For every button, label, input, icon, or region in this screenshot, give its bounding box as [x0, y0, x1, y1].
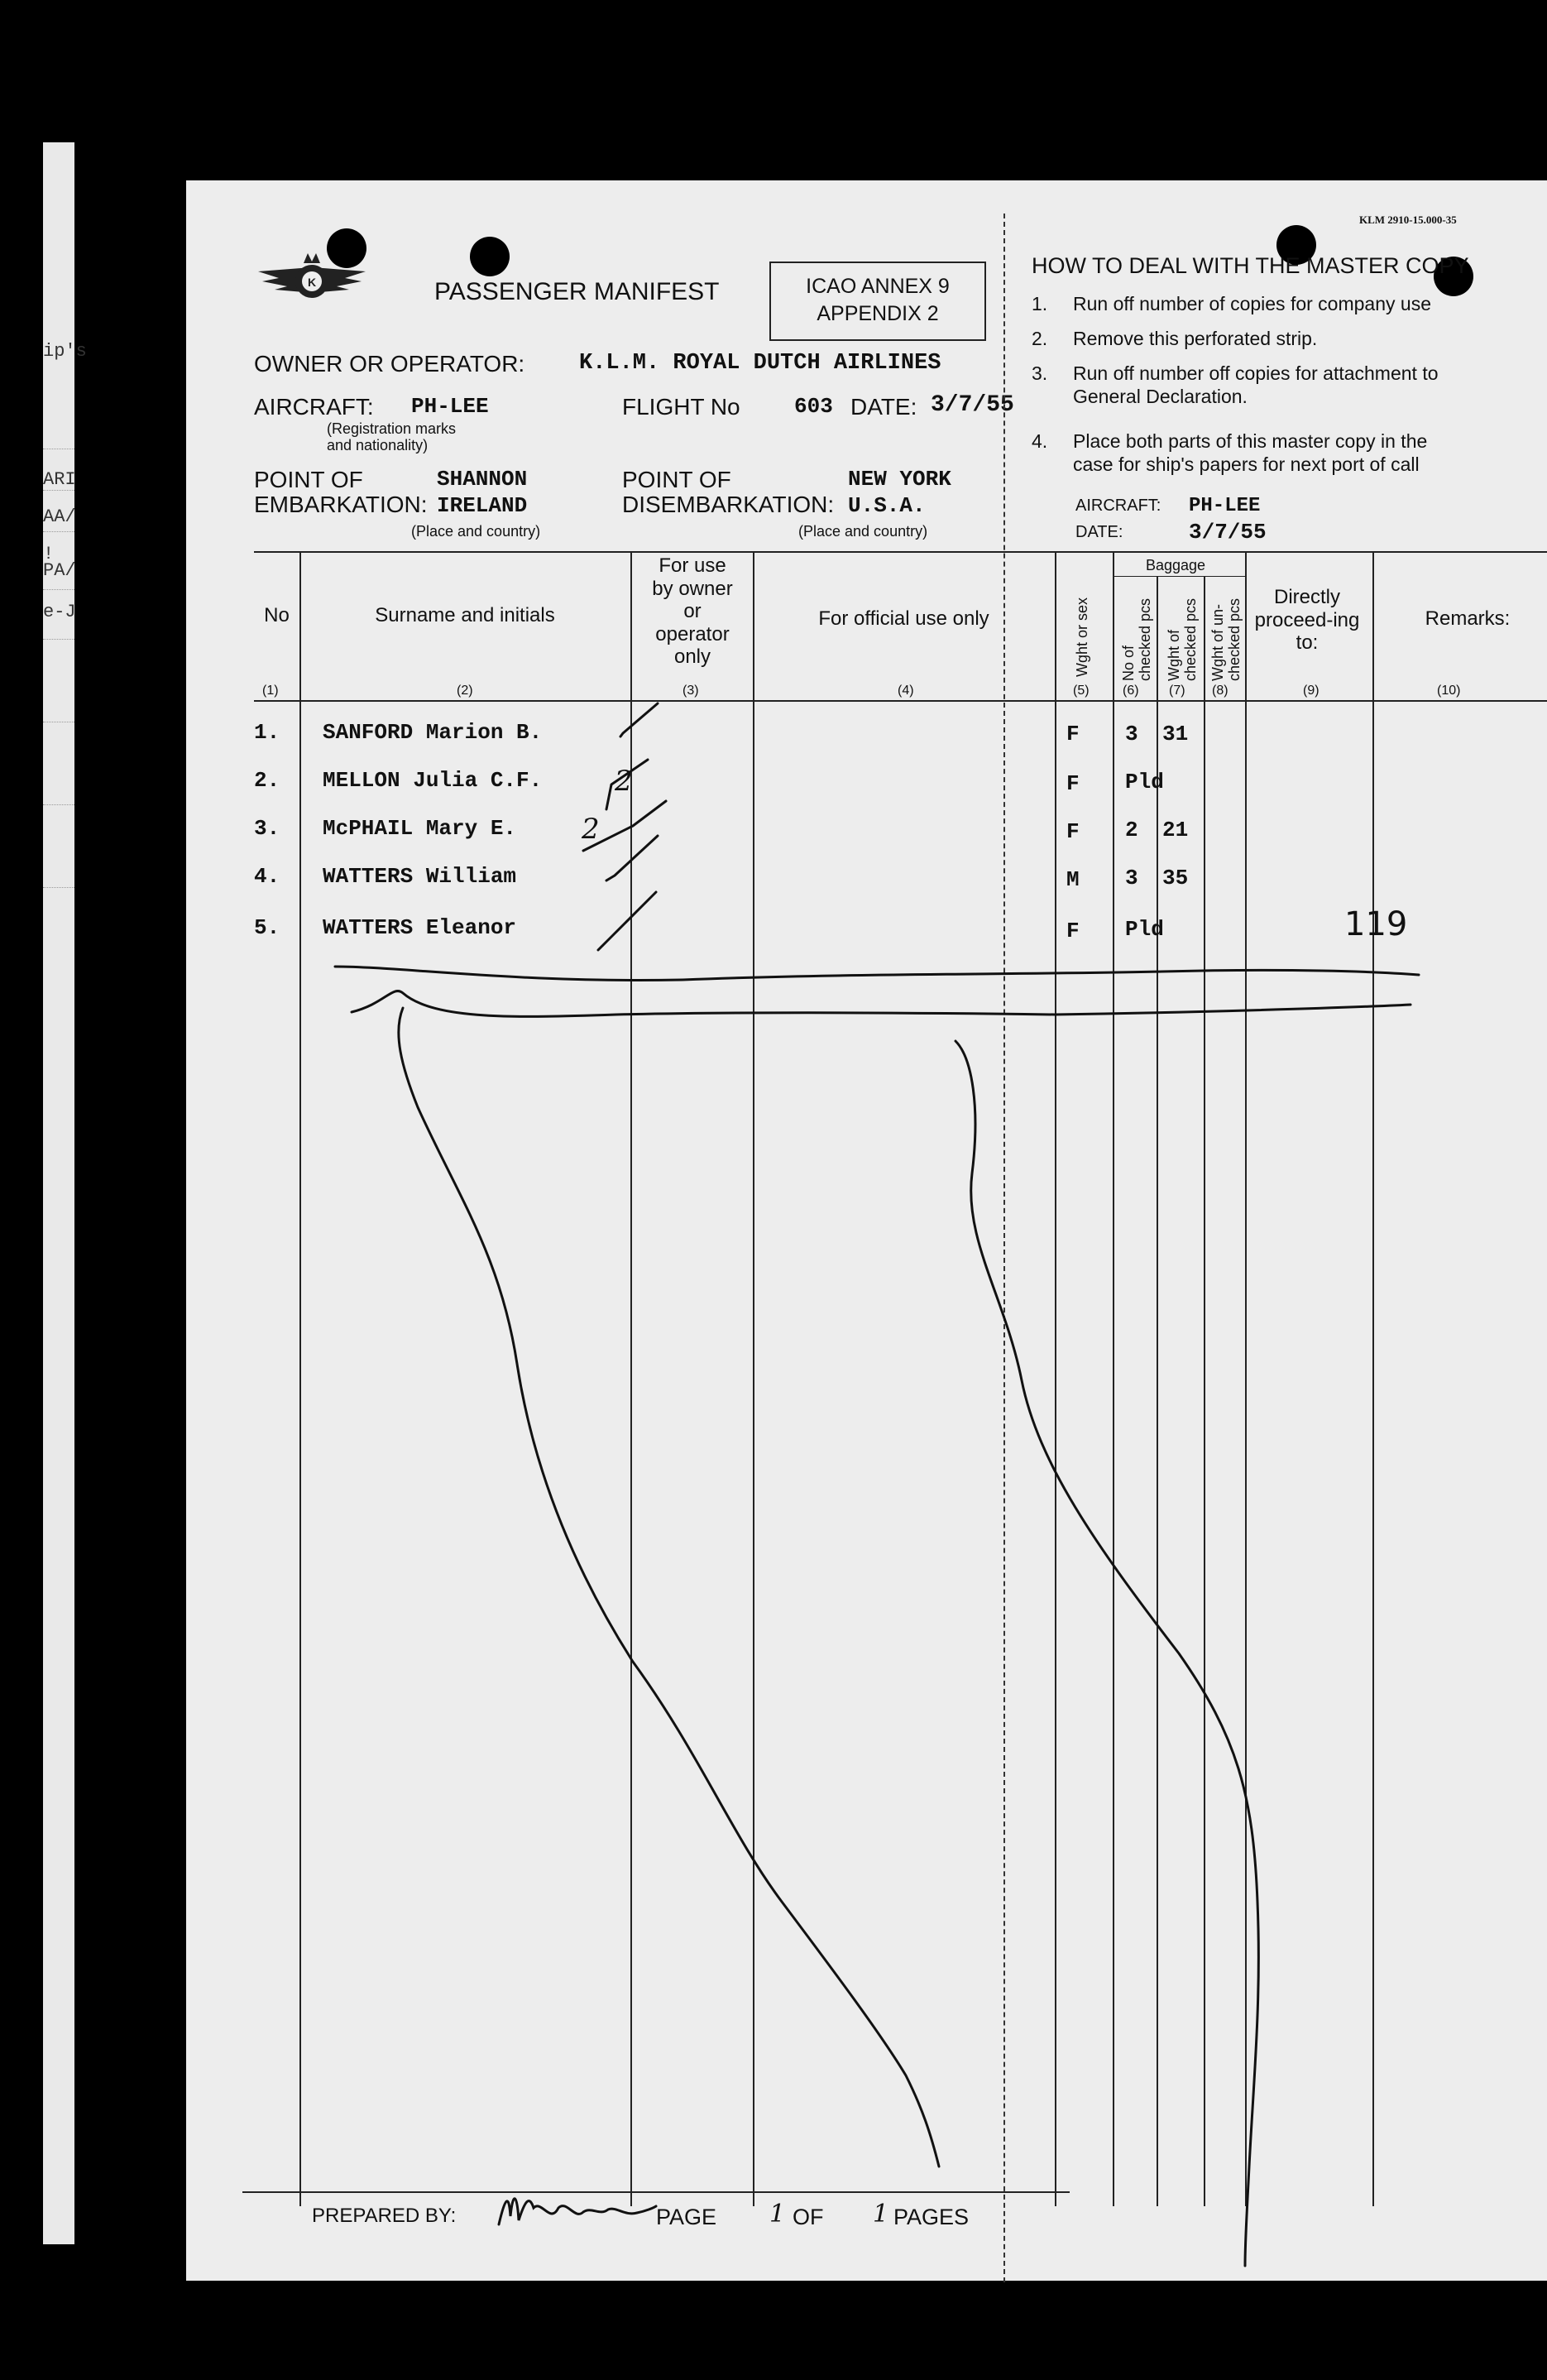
aircraft-note: and nationality): [327, 437, 429, 453]
column-header-proceeding: Directly proceed-ing to:: [1254, 586, 1360, 655]
row-number: 5.: [254, 915, 280, 940]
divider: [43, 589, 74, 590]
passenger-name: WATTERS Eleanor: [323, 915, 517, 940]
column-number: (6): [1123, 684, 1139, 698]
embarkation-note: (Place and country): [411, 523, 541, 540]
of-label: OF: [793, 2205, 824, 2229]
divider: [43, 887, 74, 888]
handwritten-page-number: 119: [1344, 905, 1408, 943]
disembarkation-country: U.S.A.: [848, 493, 926, 518]
instruction-text: case for ship's papers for next port of call: [1073, 453, 1420, 475]
row-number: 4.: [254, 864, 280, 889]
passenger-manifest-form: [186, 180, 1547, 2281]
page-title: PASSENGER MANIFEST: [434, 278, 720, 305]
svg-text:K: K: [307, 276, 317, 289]
date-value: 3/7/55: [931, 392, 1014, 418]
passenger-sex: F: [1066, 919, 1080, 943]
aircraft-note: (Registration marks: [327, 420, 457, 437]
embarkation-label: EMBARKATION:: [254, 492, 428, 517]
instruction-number: 3.: [1032, 362, 1048, 384]
passenger-sex: M: [1066, 867, 1080, 892]
embarkation-place: SHANNON: [437, 467, 528, 492]
icao-appendix-line: APPENDIX 2: [817, 301, 939, 325]
row-number: 2.: [254, 768, 280, 793]
checked-pieces: 2: [1125, 818, 1138, 842]
instructions-aircraft-label: AIRCRAFT:: [1075, 497, 1161, 515]
instructions-date-value: 3/7/55: [1189, 520, 1267, 545]
checked-pieces: Pld: [1125, 770, 1164, 794]
divider: [43, 531, 74, 532]
row-number: 3.: [254, 816, 280, 841]
handwritten-mark: 2: [615, 765, 633, 798]
divider: [43, 490, 74, 491]
passenger-sex: F: [1066, 771, 1080, 796]
passenger-name: McPHAIL Mary E.: [323, 816, 517, 841]
column-header-remarks: Remarks:: [1425, 607, 1511, 630]
column-header-weight-sex: Wght or sex: [1074, 597, 1090, 677]
form-code: KLM 2910-15.000-35: [1359, 214, 1457, 226]
column-header-baggage: Baggage: [1146, 557, 1206, 573]
instructions-date-label: DATE:: [1075, 523, 1123, 541]
column-header-no: No: [264, 604, 290, 626]
column-header-surname: Surname and initials: [375, 604, 555, 626]
passenger-name: SANFORD Marion B.: [323, 720, 543, 745]
instructions-aircraft-value: PH-LEE: [1189, 495, 1261, 517]
strip-text: ARI: [43, 469, 76, 490]
checked-pieces: Pld: [1125, 917, 1164, 942]
owner-label: OWNER OR OPERATOR:: [254, 351, 525, 377]
owner-value: K.L.M. ROYAL DUTCH AIRLINES: [579, 351, 941, 376]
column-header-owner-use: For use by owner or operator only: [652, 554, 733, 669]
embarkation-country: IRELAND: [437, 493, 528, 518]
page-number: 1: [769, 2200, 786, 2229]
disembarkation-label: POINT OF: [622, 467, 731, 492]
instruction-text: Place both parts of this master copy in the: [1073, 430, 1428, 452]
icao-annex-line: ICAO ANNEX 9: [806, 275, 950, 298]
checked-pieces: 3: [1125, 722, 1138, 746]
column-header-official-use: For official use only: [818, 607, 989, 630]
column-number: (2): [457, 684, 473, 698]
passenger-name: WATTERS William: [323, 864, 517, 889]
checked-weight: 31: [1162, 722, 1189, 746]
divider: [43, 639, 74, 640]
total-pages: 1: [873, 2200, 889, 2229]
flight-label: FLIGHT No: [622, 394, 740, 420]
handwritten-strokes: [186, 180, 1547, 2281]
disembarkation-label: DISEMBARKATION:: [622, 492, 835, 517]
column-number: (4): [898, 684, 914, 698]
aircraft-value: PH-LEE: [411, 394, 489, 419]
date-label: DATE:: [850, 394, 917, 420]
instruction-number: 4.: [1032, 430, 1048, 452]
page-label: PAGE: [656, 2205, 717, 2229]
column-number: (7): [1169, 684, 1185, 698]
divider: [43, 804, 74, 805]
instruction-text: Remove this perforated strip.: [1073, 328, 1318, 349]
column-number: (9): [1303, 684, 1320, 698]
strip-text: !: [43, 544, 55, 564]
column-header-checked-pcs: No of checked pcs: [1120, 597, 1153, 681]
adjacent-document-strip: [43, 142, 87, 2244]
strip-text: PA/: [43, 560, 76, 581]
instruction-text: General Declaration.: [1073, 386, 1248, 407]
column-number: (1): [262, 684, 279, 698]
pages-label: PAGES: [893, 2205, 970, 2229]
handwritten-mark: 2: [582, 813, 600, 846]
passenger-name: MELLON Julia C.F.: [323, 768, 543, 793]
flight-value: 603: [794, 394, 833, 419]
passenger-sex: F: [1066, 819, 1080, 844]
instructions-title: HOW TO DEAL WITH THE MASTER COPY: [1032, 253, 1469, 278]
column-number: (3): [682, 684, 699, 698]
column-header-checked-wght: Wght of checked pcs: [1166, 597, 1199, 681]
strip-text: ip's: [43, 341, 87, 362]
column-number: (10): [1437, 684, 1461, 698]
checked-weight: 21: [1162, 818, 1189, 842]
aircraft-label: AIRCRAFT:: [254, 394, 374, 420]
prepared-by-label: PREPARED BY:: [312, 2205, 457, 2227]
strip-text: e-J: [43, 602, 76, 622]
instruction-number: 1.: [1032, 293, 1048, 314]
disembarkation-note: (Place and country): [798, 523, 928, 540]
column-number: (5): [1073, 684, 1090, 698]
row-number: 1.: [254, 720, 280, 745]
checked-pieces: 3: [1125, 866, 1138, 890]
disembarkation-place: NEW YORK: [848, 467, 951, 492]
strip-text: AA/: [43, 506, 76, 527]
checked-weight: 35: [1162, 866, 1189, 890]
instruction-text: Run off number of copies for company use: [1073, 293, 1431, 314]
signature: [492, 2183, 658, 2241]
instruction-text: Run off number off copies for attachment to: [1073, 362, 1439, 384]
instruction-number: 2.: [1032, 328, 1048, 349]
passenger-sex: F: [1066, 722, 1080, 746]
column-number: (8): [1212, 684, 1228, 698]
embarkation-label: POINT OF: [254, 467, 363, 492]
column-header-unchecked-wght: Wght of un-checked pcs: [1209, 597, 1243, 681]
